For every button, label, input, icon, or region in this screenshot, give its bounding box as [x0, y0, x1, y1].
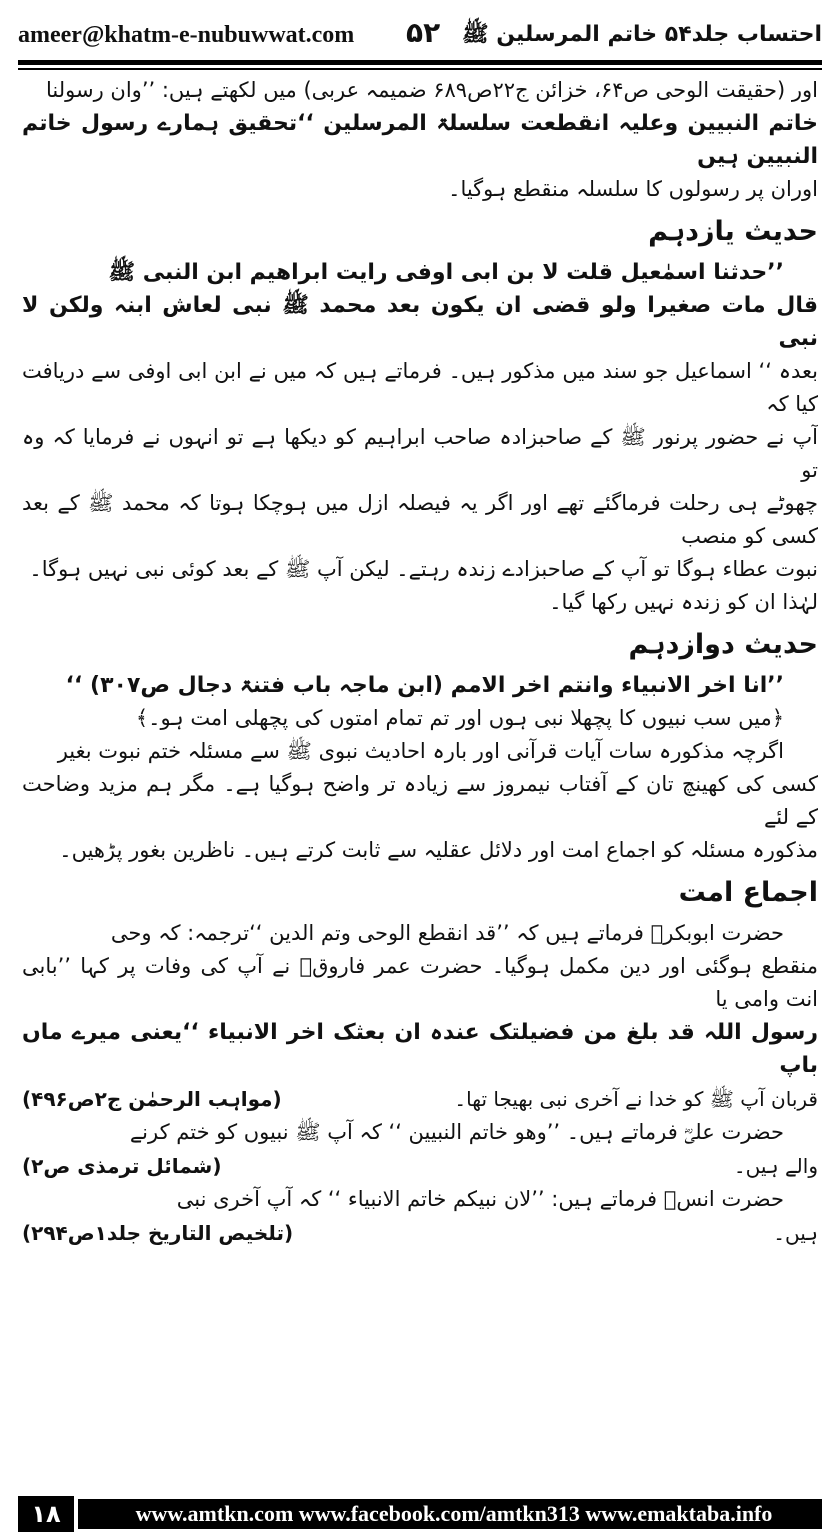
- text-line: منقطع ہوگئی اور دین مکمل ہوگیا۔ حضرت عمر فاروقؓ نے آپ کی وفات پر کہا ’’بابی انت وامی یا: [22, 954, 818, 1011]
- header-email: ameer@khatm-e-nubuwwat.com: [18, 22, 355, 48]
- reference-line: [22, 1149, 818, 1183]
- text-line: لہٰذا ان کو زندہ نہیں رکھا گیا۔: [549, 590, 818, 614]
- reference-line: [22, 1082, 818, 1116]
- page-body: [22, 74, 818, 1458]
- header-rule-thick: [18, 60, 822, 65]
- footer-number: ۱۸: [18, 1496, 74, 1532]
- text-line: مذکورہ مسئلہ کو اجماع امت اور دلائل عقلیہ سے ثابت کرتے ہیں۔ ناظرین بغور پڑھیں۔: [59, 838, 818, 862]
- citation: (مواہب الرحمٰن ج۲ص۴۹۶): [22, 1087, 282, 1111]
- text-line: ﴿میں سب نبیوں کا پچھلا نبی ہوں اور تم تمام امتوں کی پچھلی امت ہو۔﴾: [135, 706, 784, 730]
- section-heading: اجماع امت: [678, 877, 818, 908]
- footer-urls[interactable]: www.amtkn.com www.facebook.com/amtkn313 www.emaktaba.info: [135, 1501, 773, 1526]
- header-rule-thin: [18, 68, 822, 70]
- page-header: [18, 10, 822, 58]
- citation: (تلخیص التاریخ جلد۱ص۲۹۴): [22, 1221, 294, 1245]
- text-line: حضرت علیؓ فرماتے ہیں۔ ’’وھو خاتم النبیین ‘‘ کہ آپ ﷺ نبیوں کو ختم کرنے: [129, 1120, 784, 1144]
- text-line: آپ نے حضور پرنور ﷺ کے صاحبزادہ صاحب ابراہیم کو دیکھا ہے تو انہوں نے فرمایا کہ وہ تو: [22, 425, 818, 482]
- text-line: حضرت انسؓ فرماتے ہیں: ’’لان نبیکم خاتم الانبیاء ‘‘ کہ آپ آخری نبی: [176, 1187, 784, 1211]
- text-line: اگرچہ مذکورہ سات آیات قرآنی اور بارہ احادیث نبوی ﷺ سے مسئلہ ختم نبوت بغیر: [57, 739, 784, 763]
- text-line: ہیں۔: [773, 1221, 818, 1245]
- text-line: خاتم النبیین وعلیہ انقطعت سلسلۃ المرسلین ‘‘تحقیق ہمارے رسول خاتم النبیین ہیں: [22, 111, 818, 169]
- text-line: والے ہیں۔: [733, 1154, 818, 1178]
- reference-line: [22, 1216, 818, 1250]
- text-line: قربان آپ ﷺ کو خدا نے آخری نبی بھیجا تھا۔: [454, 1087, 818, 1111]
- text-line: قال مات صغیرا ولو قضی ان یکون بعد محمد ﷺ نبی لعاش ابنہ ولکن لا نبی: [22, 293, 818, 351]
- text-line: ’’حدثنا اسمٰعیل قلت لا بن ابی اوفی رایت ابراھیم ابن النبی ﷺ: [108, 260, 784, 285]
- header-title: احتساب جلد۵۴ خاتم المرسلین ﷺ: [461, 22, 822, 47]
- paragraph-hadith-12: [22, 669, 818, 867]
- text-line: بعدہ ‘‘ اسماعیل جو سند میں مذکور ہیں۔ فرماتے ہیں کہ میں نے ابن ابی اوفی سے دریافت کیا کہ: [22, 359, 818, 416]
- text-line: چھوٹے ہی رحلت فرماگئے تھے اور اگر یہ فیصلہ ازل میں ہوچکا ہوتا کہ محمد ﷺ کے بعد کسی کو منصب: [22, 491, 818, 548]
- text-line: نبوت عطاء ہوگا تو آپ کے صاحبزادے زندہ رہتے۔ لیکن آپ ﷺ کے بعد کوئی نبی نہیں ہوگا۔: [29, 557, 818, 581]
- text-line: حضرت ابوبکرؓ فرماتے ہیں کہ ’’قد انقطع الوحی وتم الدین ‘‘ترجمہ: کہ وحی: [110, 921, 784, 945]
- paragraph-intro: [22, 74, 818, 206]
- text-line: اور (حقیقت الوحی ص۶۴، خزائن ج۲۲ص۶۸۹ ضمیمہ عربی) میں لکھتے ہیں: ’’وان رسولنا: [46, 78, 818, 102]
- header-page-number: ۵۲: [406, 16, 441, 49]
- text-line: ’’انا اخر الانبیاء وانتم اخر الامم (ابن ماجہ باب فتنۃ دجال ص۳۰۷) ‘‘: [65, 673, 784, 698]
- section-heading: حدیث یازدہم: [648, 216, 818, 247]
- paragraph-hadith-11: [22, 256, 818, 619]
- text-line: کسی کی کھینچ تان کے آفتاب نیمروز سے زیادہ تر واضح ہوگیا ہے۔ مگر ہم مزید وضاحت کے لئے: [22, 772, 818, 829]
- citation: (شمائل ترمذی ص۲): [22, 1154, 222, 1178]
- text-line: رسول اللہ قد بلغ من فضیلتک عندہ ان بعثک اخر الانبیاء ‘‘یعنی میرے ماں باپ: [22, 1020, 818, 1078]
- page-footer: [18, 1496, 822, 1532]
- section-heading: حدیث دوازدہم: [628, 629, 818, 660]
- text-line: اوران پر رسولوں کا سلسلہ منقطع ہوگیا۔: [448, 177, 818, 201]
- paragraph-ijma: [22, 917, 818, 1250]
